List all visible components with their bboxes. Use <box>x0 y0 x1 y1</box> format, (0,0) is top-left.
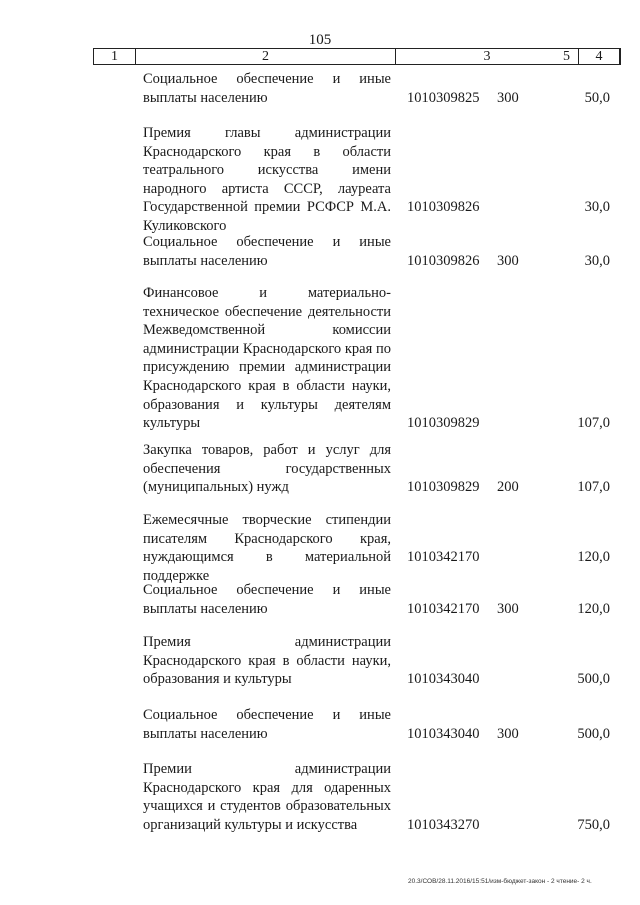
row-code: 1010309829 <box>407 479 480 496</box>
row-description: Ежемесячные творческие стипендии писателям Краснодарского края, нуждающимся в материальной поддержке <box>143 512 391 584</box>
row-amount: 30,0 <box>584 199 610 216</box>
document-footer-stamp: 20.3/СОВ/28.11.2016/15:51/изм-бюджет-закон - 2 чтение- 2 ч. <box>408 878 592 885</box>
row-amount: 120,0 <box>577 549 610 566</box>
row-code: 1010309826 <box>407 252 480 269</box>
row-expense-type: 300 <box>497 89 519 106</box>
row-code: 1010309829 <box>407 415 480 432</box>
row-code: 1010343040 <box>407 725 480 742</box>
row-expense-type: 300 <box>497 252 519 269</box>
row-amount: 50,0 <box>584 89 610 106</box>
table-header <box>93 48 621 65</box>
row-code: 1010342170 <box>407 549 480 566</box>
row-description: Социальное обеспечение и иные выплаты населению <box>143 707 391 742</box>
header-col-4: 4 <box>579 49 620 64</box>
row-expense-type: 200 <box>497 479 519 496</box>
row-amount: 30,0 <box>584 252 610 269</box>
row-description: Социальное обеспечение и иные выплаты населению <box>143 71 391 106</box>
page-number: 105 <box>308 32 332 48</box>
row-amount: 107,0 <box>577 479 610 496</box>
row-amount: 120,0 <box>577 600 610 617</box>
row-code: 1010309825 <box>407 89 480 106</box>
row-description: Премии администрации Краснодарского края для одаренных учащихся и студентов образовательных организаций культуры и искусства <box>143 761 391 833</box>
row-description: Социальное обеспечение и иные выплаты населению <box>143 234 391 269</box>
row-expense-type: 300 <box>497 600 519 617</box>
row-expense-type: 300 <box>497 725 519 742</box>
row-description: Социальное обеспечение и иные выплаты населению <box>143 582 391 617</box>
header-col-3: 3 <box>396 49 579 64</box>
row-amount: 500,0 <box>577 671 610 688</box>
header-col-1: 1 <box>94 49 136 64</box>
header-col-2: 2 <box>136 49 396 64</box>
header-col-5: 5 <box>563 49 570 64</box>
row-description: Финансовое и материально-техническое обеспечение деятельности Межведомственной комиссии администрации Краснодарского края по присуждению премии администрации Краснодарского края в области науки, образования и культуры деятелям культуры <box>143 285 391 432</box>
row-description: Закупка товаров, работ и услуг для обеспечения государственных (муниципальных) нужд <box>143 442 391 496</box>
row-amount: 750,0 <box>577 816 610 833</box>
row-code: 1010342170 <box>407 600 480 617</box>
row-amount: 107,0 <box>577 415 610 432</box>
row-code: 1010343270 <box>407 816 480 833</box>
row-code: 1010343040 <box>407 671 480 688</box>
row-description: Премия администрации Краснодарского края в области науки, образования и культуры <box>143 634 391 688</box>
row-code: 1010309826 <box>407 199 480 216</box>
row-amount: 500,0 <box>577 725 610 742</box>
row-description: Премия главы администрации Краснодарского края в области театрального искусства имени народного артиста СССР, лауреата Государственной премии РСФСР М.А. Куликовского <box>143 125 391 234</box>
